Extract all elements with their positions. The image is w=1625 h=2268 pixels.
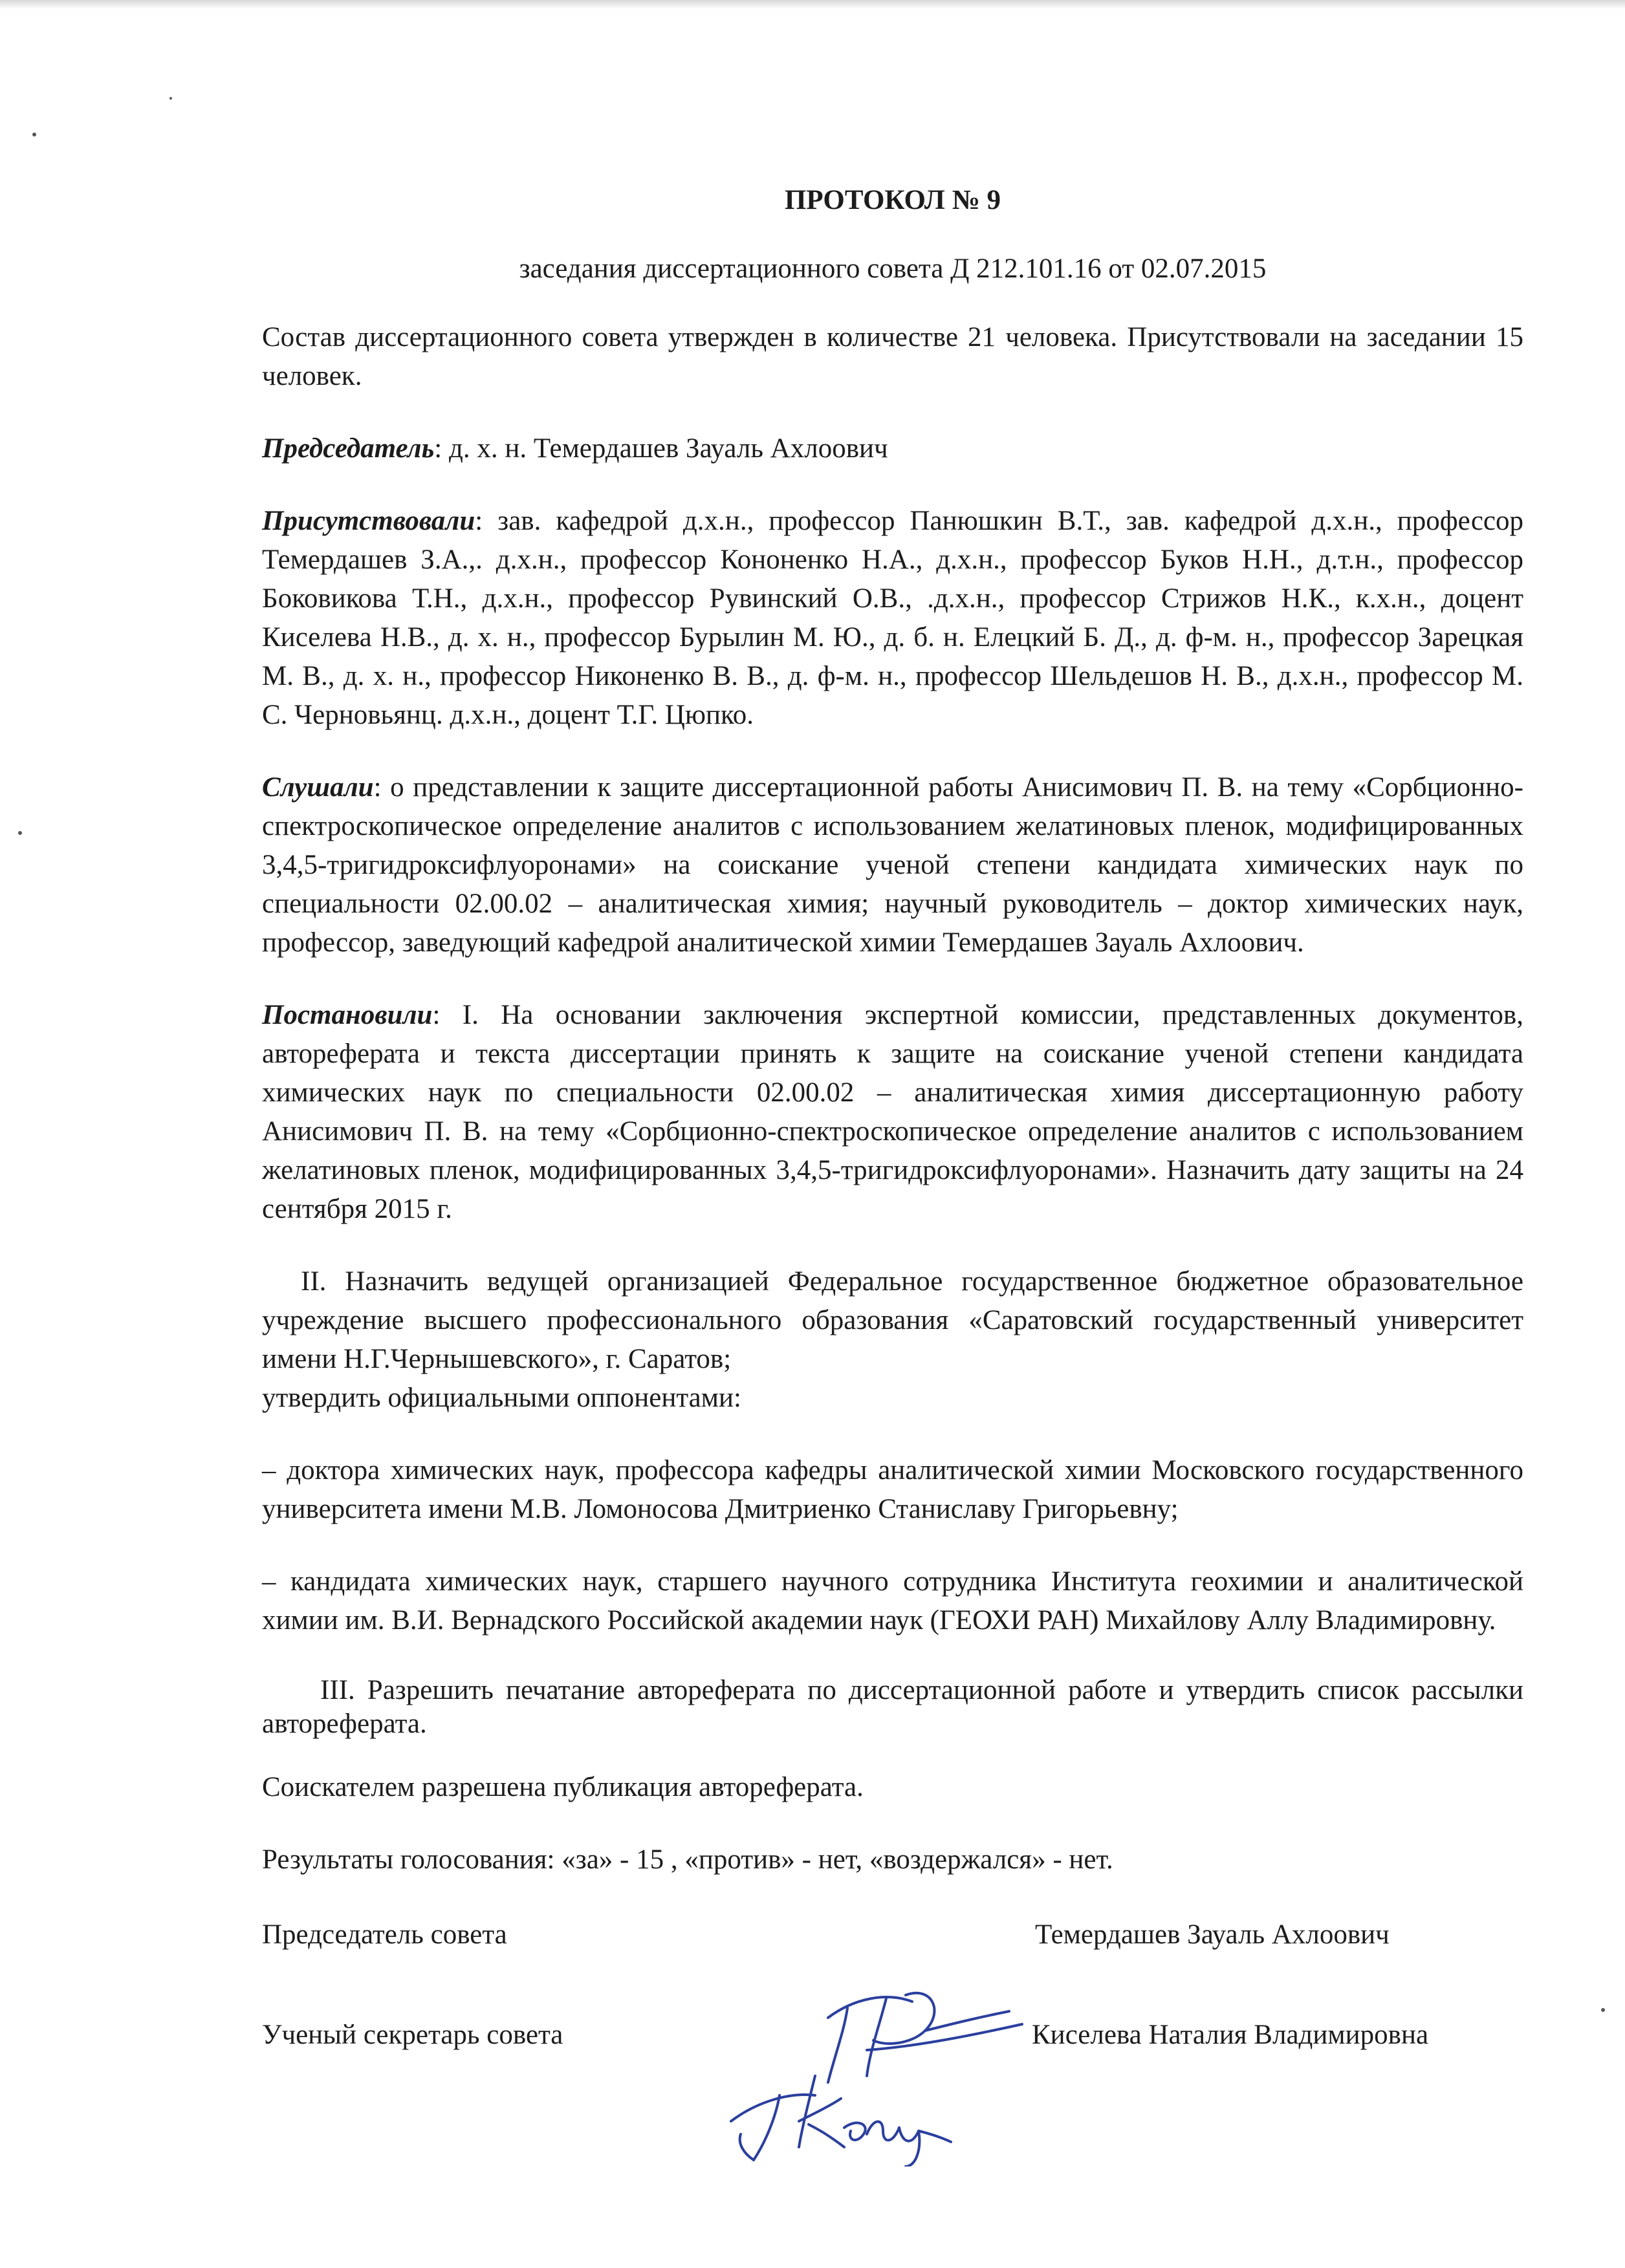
scan-speck [32,133,36,136]
document-subtitle: заседания диссертационного совета Д 212.101.16 от 02.07.2015 [519,254,1267,284]
chair-role: Председатель совета [262,1919,507,1950]
chair-name: Темердашев Зауаль Ахлоович [1035,1919,1390,1950]
composition-paragraph: Состав диссертационного совета утвержден в количестве 21 человека. Присутствовали на заседании 15 человек. [262,322,1523,391]
document-title: ПРОТОКОЛ № 9 [784,185,1001,215]
secretary-name: Киселева Наталия Владимировна [1032,2020,1429,2050]
item2-paragraph: II. Назначить ведущей организацией Федеральное государственное бюджетное образовательное учреждение высшего профессионального образования «Саратовский государственный университет имени Н.Г.Чернышевского», г. Саратов; [262,1266,1523,1374]
opponent-1: – доктора химических наук, профессора кафедры аналитической химии Московского государственного университета имени М.В. Ломоносова Дмитриенко Станиславу Григорьевну; [262,1455,1523,1524]
chair-paragraph [262,429,1523,468]
scan-edge [0,0,1625,9]
secretary-role: Ученый секретарь совета [262,2020,563,2050]
vote-paragraph: Результаты голосования: «за» - 15 , «против» - нет, «воздержался» - нет. [262,1844,1113,1875]
handwritten-signatures [718,1972,1054,2166]
resolved-paragraph [262,996,1523,1229]
heard-paragraph [262,768,1523,962]
heard-text: : о представлении к защите диссертационной работы Анисимович П. В. на тему «Сорбционно-спектроскопическое определение аналитов с использованием желатиновых пленок, модифицированных 3,4,5-тригидроксифлуоронами» на соискание ученой степени кандидата химических наук по специальности 02.00.02 – аналитическая химия; научный руководитель – доктор химических наук, профессор, заведующий кафедрой аналитической химии Темердашев Зауаль Ахлоович. [262,772,1523,958]
item3-paragraph: III. Разрешить печатание автореферата по диссертационной работе и утвердить список рассылки автореферата. [262,1675,1523,1739]
scan-speck [169,97,172,100]
document-body [262,181,1523,2116]
scan-speck [1601,2008,1605,2012]
opponent-2: – кандидата химических наук, старшего научного сотрудника Института геохимии и аналитической химии им. В.И. Вернадского Российской академии наук (ГЕОХИ РАН) Михайлову Аллу Владимировну. [262,1566,1523,1636]
chair-text: : д. х. н. Темердашев Зауаль Ахлоович [434,433,888,464]
publication-paragraph: Соискателем разрешена публикация автореферата. [262,1772,864,1802]
signature-row-chair [262,1916,1523,1954]
heard-label: Слушали [262,772,374,803]
present-label: Присутствовали [262,506,475,536]
present-paragraph [262,502,1523,735]
resolved-label: Постановили [262,1000,433,1030]
opponents-intro: утвердить официальными оппонентами: [262,1383,741,1413]
chair-label: Председатель [262,433,435,464]
present-text: : зав. кафедрой д.х.н., профессор Панюшкин В.Т., зав. кафедрой д.х.н., профессор Темердашев З.А.,. д.х.н., профессор Кононенко Н.А., д.х.н., профессор Буков Н.Н., д.т.н., профессор Боковикова Т.Н., д.х.н., профессор Рувинский О.В., .д.х.н., профессор Стрижов Н.К., к.х.н., доцент Киселева Н.В., д. х. н., профессор Бурылин М. Ю., д. б. н. Елецкий Б. Д., д. ф-м. н., профессор Зарецкая М. В., д. х. н., профессор Никоненко В. В., д. ф-м. н., профессор Шельдешов Н. В., д.х.н., профессор М. С. Черновьянц. д.х.н., доцент Т.Г. Цюпко. [262,506,1523,730]
resolved-text: : I. На основании заключения экспертной комиссии, представленных документов, автореферата и текста диссертации принять к защите на соискание ученой степени кандидата химических наук по специальности 02.00.02 – аналитическая химия диссертационную работу Анисимович П. В. на тему «Сорбционно-спектроскопическое определение аналитов с использованием желатиновых пленок, модифицированных 3,4,5-тригидроксифлуоронами». Назначить дату защиты на 24 сентября 2015 г. [262,1000,1523,1224]
scan-speck [18,831,22,835]
